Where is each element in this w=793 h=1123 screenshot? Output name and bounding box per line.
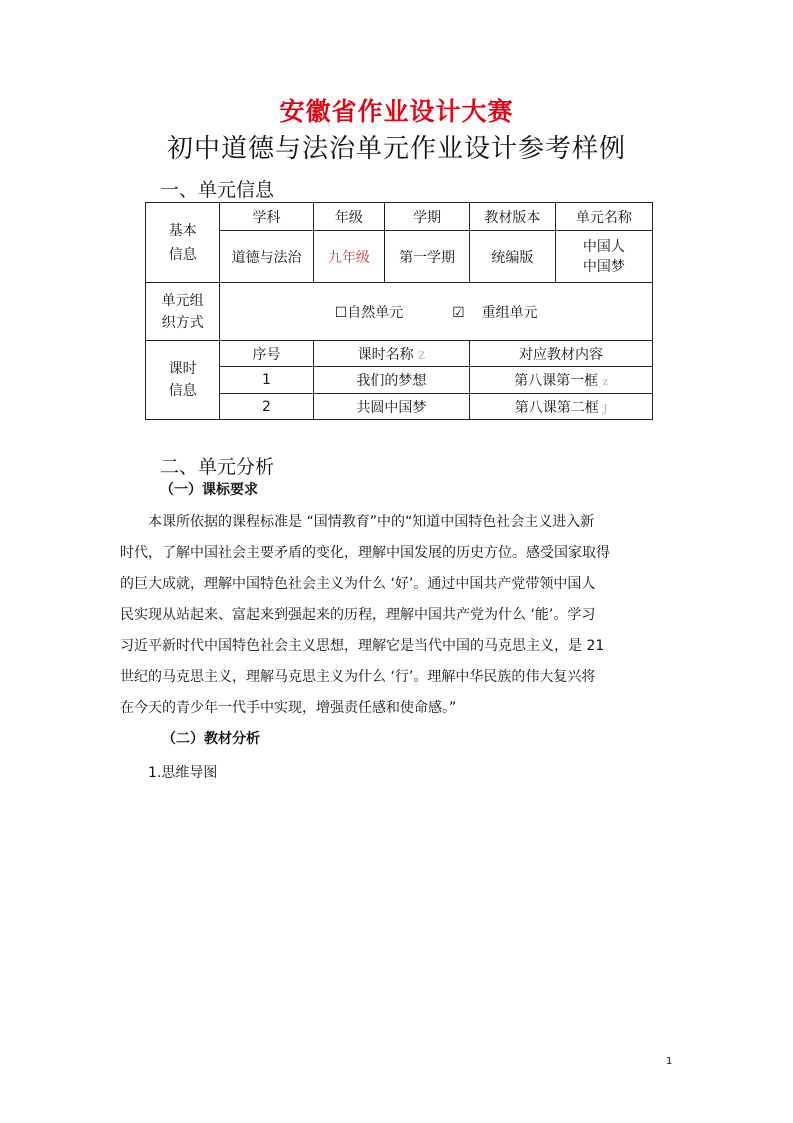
lesson-content: 第八课第二框 bbox=[514, 399, 599, 416]
page-number: 1 bbox=[666, 1056, 673, 1067]
value-unit-name: 中国人 中国梦 bbox=[555, 231, 652, 283]
paragraph-line: 民实现从站起来、富起来到强起来的历程，理解中国共产党为什么 ‘能’。学习 bbox=[120, 607, 596, 623]
subheading-textbook-analysis: （二）教材分析 bbox=[162, 731, 260, 747]
section-heading-unit-analysis: 二、单元分析 bbox=[160, 456, 275, 478]
lesson-no: 2 bbox=[220, 394, 313, 420]
paragraph-line: 习近平新时代中国特色社会主义思想，理解它是当代中国的马克思主义，是 21 bbox=[120, 638, 605, 654]
table-row bbox=[146, 231, 653, 283]
lesson-mark: J bbox=[603, 403, 608, 415]
page-subtitle: 初中道德与法治单元作业设计参考样例 bbox=[166, 134, 626, 164]
lesson-header-name: 课时名称 bbox=[357, 346, 414, 363]
lesson-content-cell bbox=[469, 367, 652, 394]
lesson-header-content: 对应教材内容 bbox=[469, 341, 652, 367]
lesson-no: 1 bbox=[220, 367, 313, 394]
regrouped-unit-option: 重组单元 bbox=[481, 304, 538, 321]
unit-info-table bbox=[145, 202, 653, 420]
table-row bbox=[146, 283, 653, 341]
org-method-options bbox=[220, 283, 653, 341]
paragraph-line: 本课所依据的课程标准是 “国情教育”中的“知道中国特色社会主义进入新 bbox=[148, 514, 595, 530]
table-row bbox=[146, 203, 653, 231]
paragraph-line: 世纪的马克思主义，理解马克思主义为什么 ‘行’。理解中华民族的伟大复兴将 bbox=[120, 669, 596, 685]
value-grade: 九年级 bbox=[313, 231, 384, 283]
paragraph-line: 的巨大成就，理解中国特色社会主义为什么 ‘好’。通过中国共产党带领中国人 bbox=[120, 576, 596, 592]
basic-info-label: 基本 信息 bbox=[146, 203, 220, 283]
table-row bbox=[146, 367, 653, 394]
col-header-term: 学期 bbox=[385, 203, 470, 231]
paragraph-line: 在今天的青少年一代手中实现，增强责任感和使命感。” bbox=[120, 700, 457, 716]
col-header-edition: 教材版本 bbox=[469, 203, 555, 231]
lesson-header-name-cell bbox=[313, 341, 469, 367]
section-heading-unit-info: 一、单元信息 bbox=[160, 179, 275, 201]
lesson-header-no: 序号 bbox=[220, 341, 313, 367]
value-edition: 统编版 bbox=[469, 231, 555, 283]
table-row bbox=[146, 341, 653, 367]
mind-map-item: 1.思维导图 bbox=[148, 765, 218, 781]
checked-box-icon: ☑ bbox=[452, 304, 465, 321]
lesson-header-mark: Z bbox=[418, 350, 426, 362]
col-header-grade: 年级 bbox=[313, 203, 384, 231]
org-method-label: 单元组 织方式 bbox=[146, 283, 220, 341]
lesson-name: 我们的梦想 bbox=[313, 367, 469, 394]
lesson-name: 共圆中国梦 bbox=[313, 394, 469, 420]
value-subject: 道德与法治 bbox=[220, 231, 313, 283]
subheading-curriculum-standard: （一）课标要求 bbox=[160, 482, 258, 498]
lesson-content: 第八课第一框 bbox=[514, 373, 599, 389]
lesson-content-cell bbox=[469, 394, 652, 420]
natural-unit-option: ☐自然单元 bbox=[334, 304, 404, 321]
table-row bbox=[146, 394, 653, 420]
col-header-unit-name: 单元名称 bbox=[555, 203, 652, 231]
lesson-info-label: 课时 信息 bbox=[146, 341, 220, 420]
value-term: 第一学期 bbox=[385, 231, 470, 283]
paragraph-line: 时代，了解中国社会主要矛盾的变化，理解中国发展的历史方位。感受国家取得 bbox=[120, 545, 610, 561]
page-title: 安徽省作业设计大赛 bbox=[279, 97, 514, 126]
col-header-subject: 学科 bbox=[220, 203, 313, 231]
lesson-mark: z bbox=[602, 377, 608, 388]
